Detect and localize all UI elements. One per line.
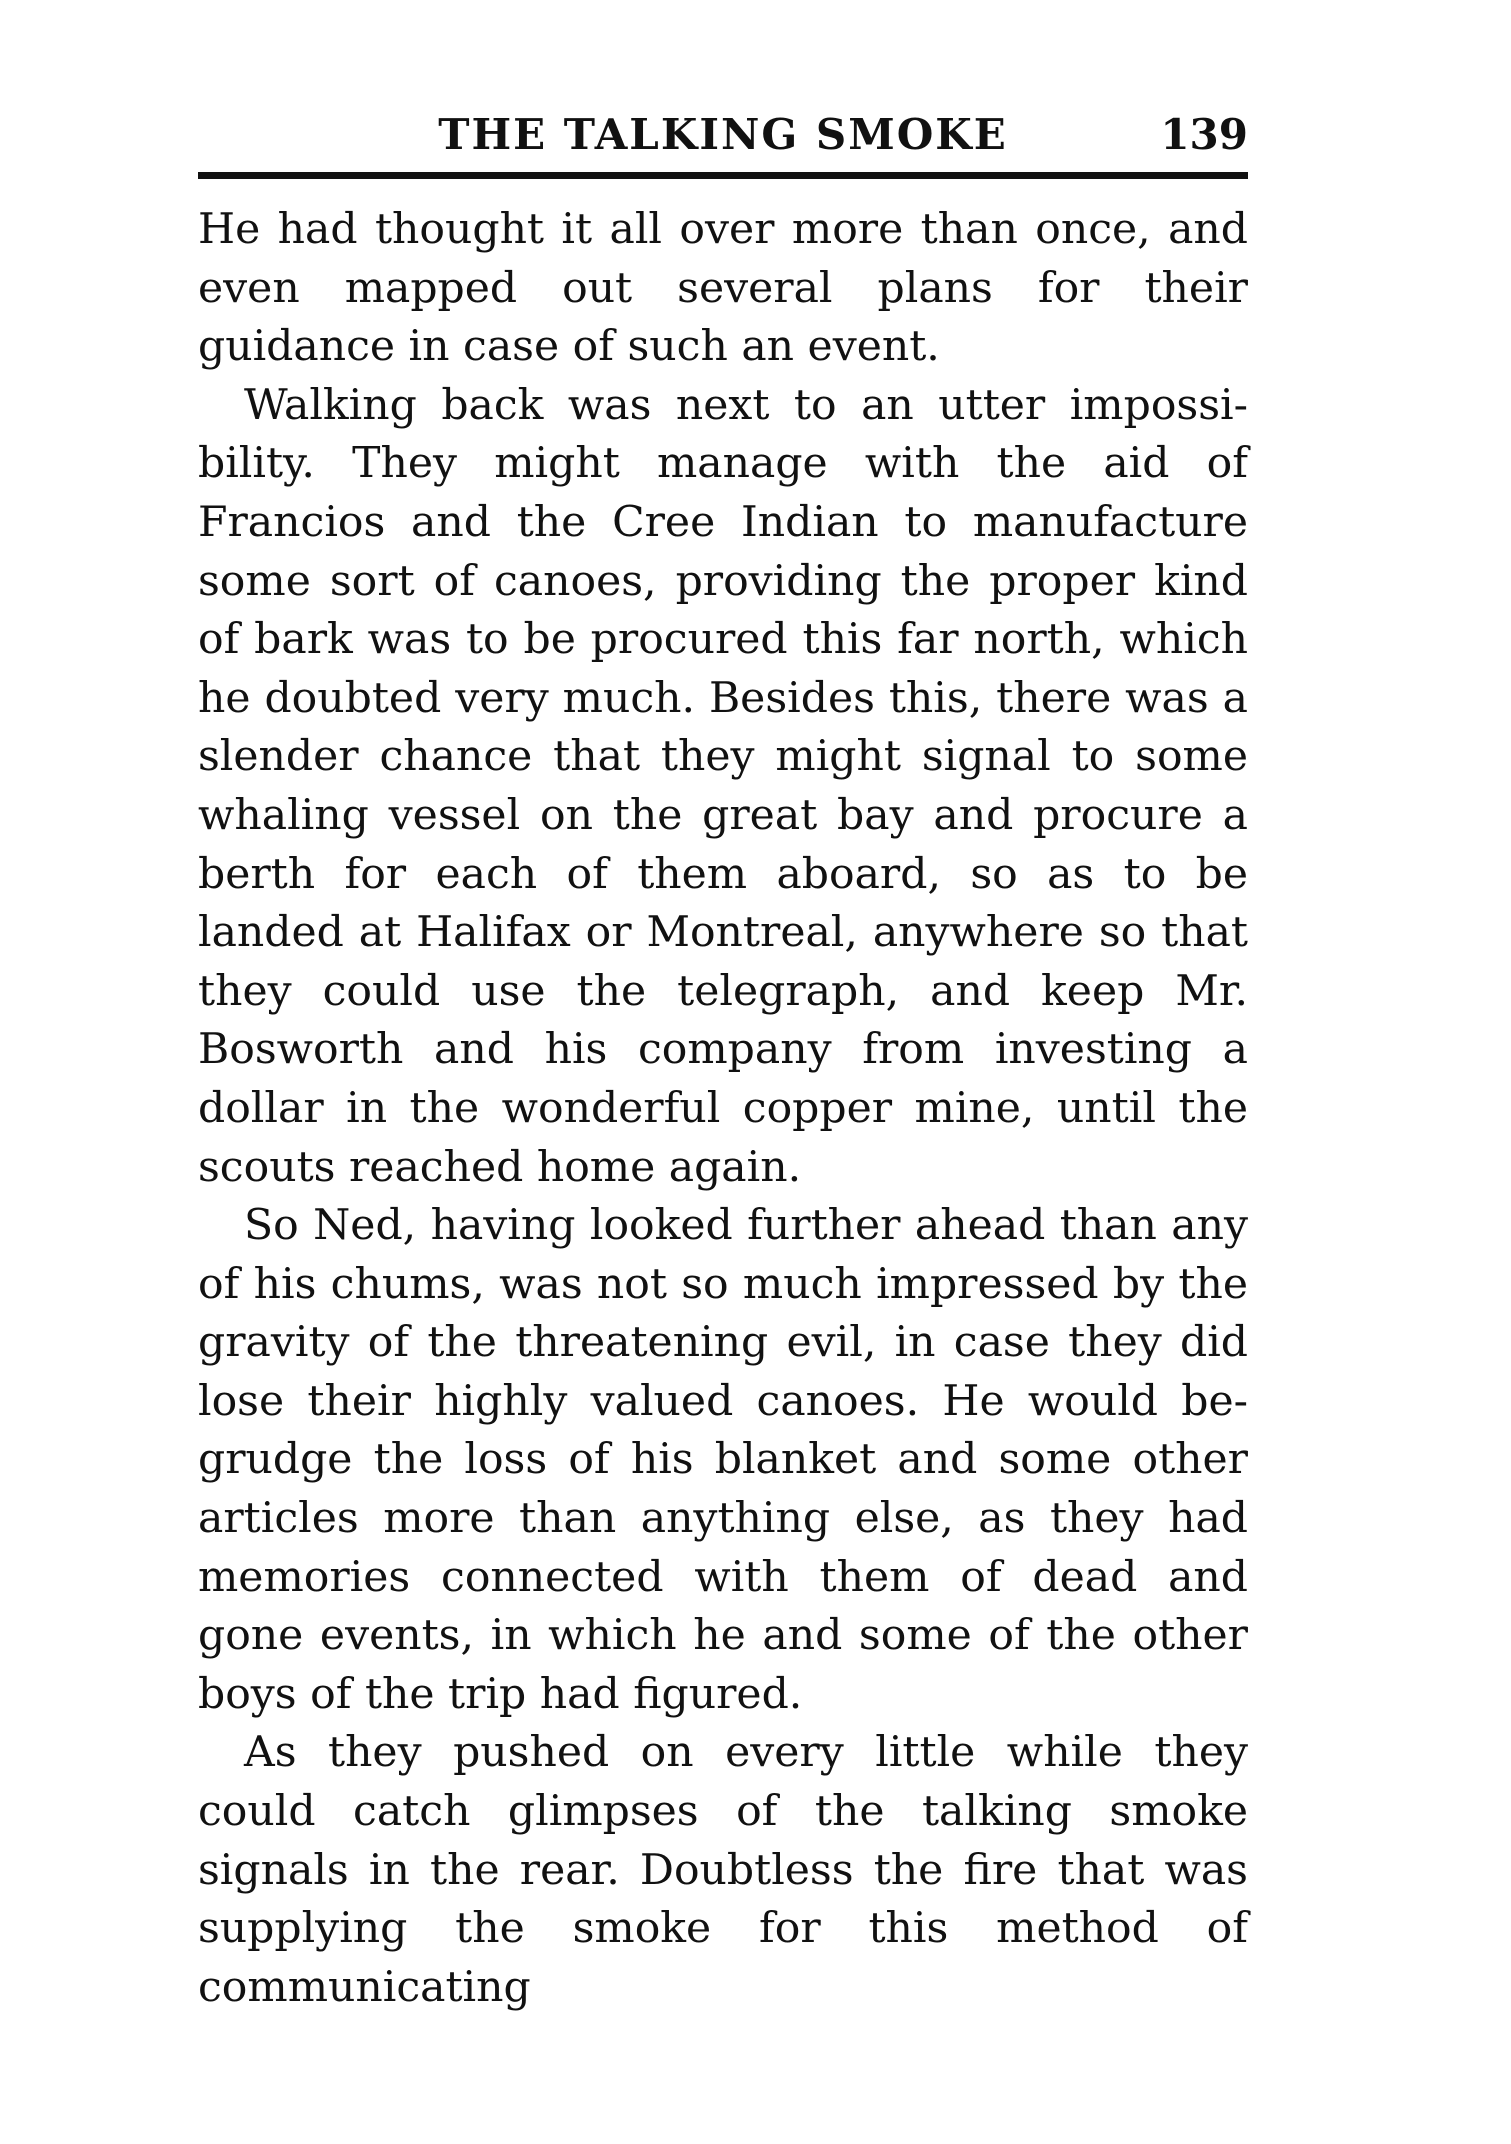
body-text bbox=[198, 201, 1248, 2017]
running-head bbox=[198, 110, 1248, 170]
page-number: 139 bbox=[1160, 110, 1248, 159]
paragraph: He had thought it all over more than once, and even mapped out several plans for their guidance in case of such an event. bbox=[198, 205, 1248, 372]
book-page bbox=[198, 110, 1248, 2017]
paragraph: Walking back was next to an utter impossibility. They might manage with the aid of Francios and the Cree Indian to manufacture some sort of canoes, providing the proper kind of bark was to be procured this far north, which he doubted very much. Besides this, there was a slender chance that they might signal to some whaling vessel on the great bay and procure a berth for each of them aboard, so as to be landed at Halifax or Montreal, anywhere so that they could use the telegraph, and keep Mr. Bosworth and his company from investing a dollar in the wonderful copper mine, until the scouts reached home again. bbox=[198, 380, 1248, 1192]
header-rule bbox=[198, 172, 1248, 179]
paragraph: As they pushed on every little while they could catch glimpses of the talking smoke signals in the rear. Doubtless the fire that was supplying the smoke for this method of communicating bbox=[198, 1728, 1248, 2012]
running-title: THE TALKING SMOKE bbox=[438, 110, 1008, 159]
paragraph: So Ned, having looked further ahead than any of his chums, was not so much impressed by the gravity of the threatening evil, in case they did lose their highly valued canoes. He would begrudge the loss of his blanket and some other articles more than anything else, as they had memories connected with them of dead and gone events, in which he and some of the other boys of the trip had figured. bbox=[198, 1201, 1248, 1719]
